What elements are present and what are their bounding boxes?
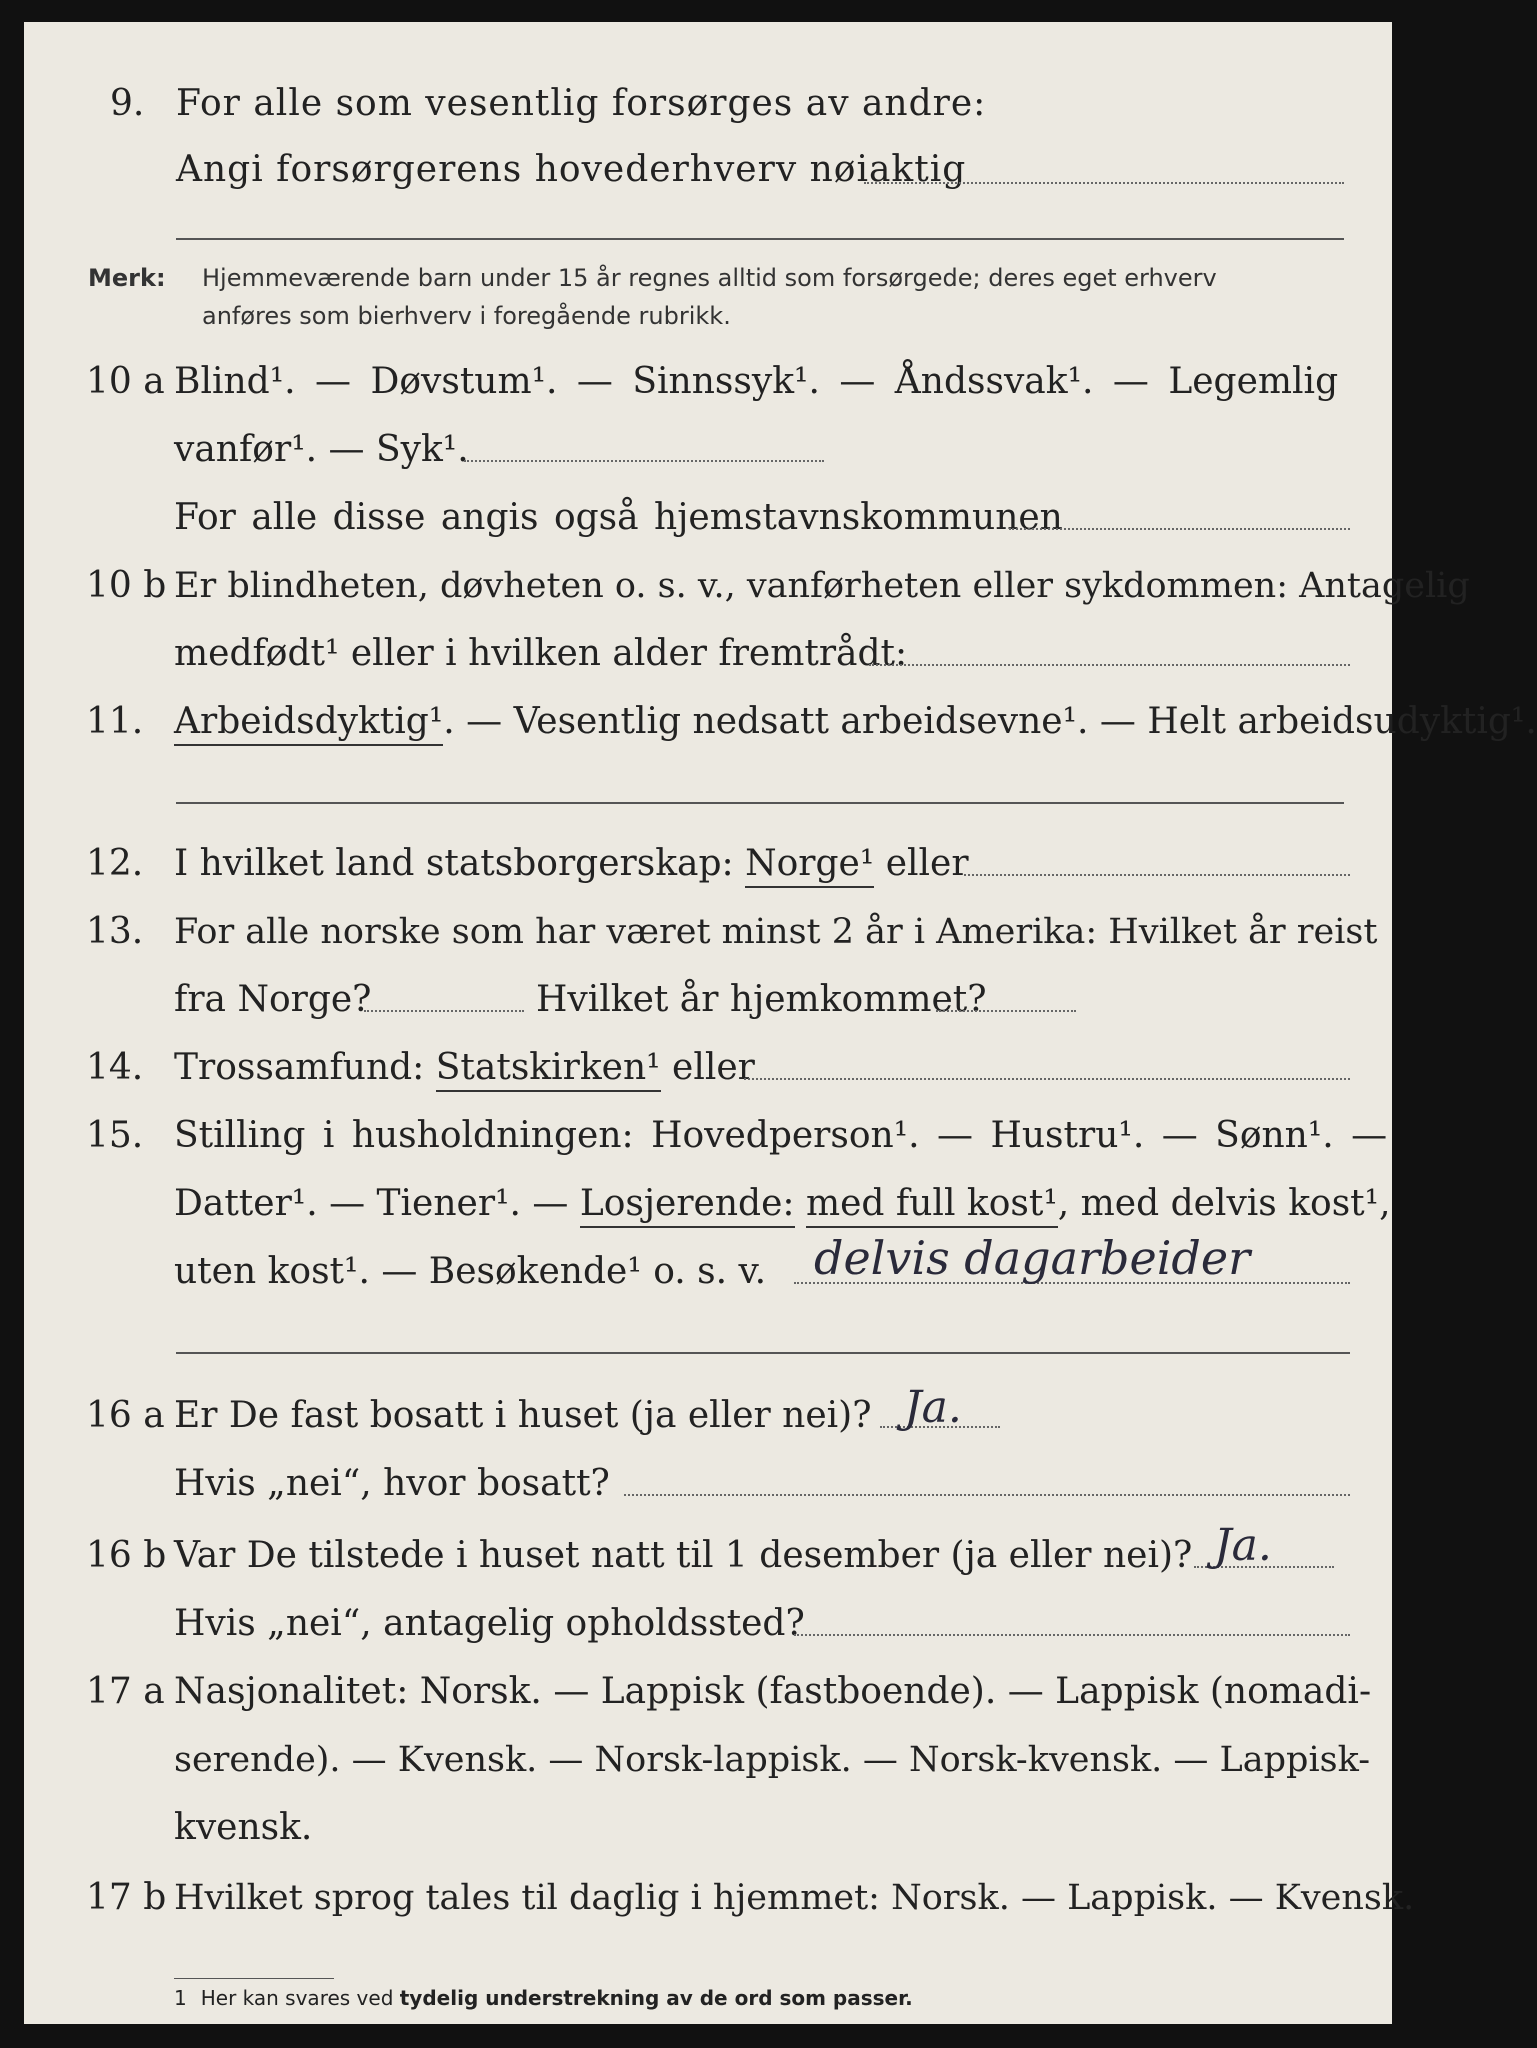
merk-label: Merk: bbox=[88, 264, 166, 292]
q15-line2 bbox=[174, 1174, 1391, 1234]
q15-space bbox=[795, 1183, 806, 1224]
q17a-line1: Nasjonalitet: Norsk. — Lappisk (fastboende). — Lappisk (nomadi- bbox=[174, 1671, 1372, 1712]
q15-row2 bbox=[24, 1174, 1392, 1234]
q10b-row bbox=[24, 556, 1470, 616]
q9-number: 9. bbox=[110, 83, 145, 124]
q12-text bbox=[174, 834, 969, 894]
q12-number: 12. bbox=[86, 843, 144, 884]
q10a-line2: vanfør¹. — Syk¹. bbox=[174, 429, 469, 470]
q14-row bbox=[24, 1038, 1392, 1098]
q11-rest: . — Vesentlig nedsatt arbeidsevne¹. — Helt arbeidsudyktig¹. bbox=[443, 701, 1537, 742]
q17a-row bbox=[24, 1662, 1392, 1722]
q16b-row bbox=[24, 1520, 1392, 1586]
q16a-line1: Er De fast bosatt i huset (ja eller nei)? bbox=[174, 1395, 872, 1436]
q13-year-left-line[interactable] bbox=[364, 1010, 524, 1012]
q16b-line2: Hvis „nei“, antagelig opholdssted? bbox=[174, 1603, 805, 1644]
q11-row bbox=[24, 692, 1537, 752]
q13-year-returned-line[interactable] bbox=[936, 1010, 1076, 1012]
q10a-number: 10 a bbox=[86, 361, 165, 402]
q13-row2 bbox=[24, 970, 1392, 1030]
q16a-number: 16 a bbox=[86, 1395, 165, 1436]
footnote-mark: 1 bbox=[174, 1986, 187, 2010]
q13-row bbox=[24, 902, 1392, 962]
q16a-handwritten-answer: Ja. bbox=[904, 1382, 962, 1433]
q9-row bbox=[24, 74, 1392, 134]
q14-post: eller bbox=[660, 1047, 755, 1088]
q17b-line1: Hvilket sprog tales til daglig i hjemmet: Norsk. — Lappisk. — Kvensk. bbox=[174, 1878, 1415, 1918]
footnote bbox=[174, 1986, 913, 2010]
q17a-number: 17 a bbox=[86, 1671, 165, 1712]
q12-pre: I hvilket land statsborgerskap: bbox=[174, 843, 746, 884]
q10b-answer-line[interactable] bbox=[869, 664, 1350, 666]
q11-text bbox=[174, 692, 1537, 752]
q9-row2 bbox=[24, 140, 1392, 200]
q9-answer-line[interactable] bbox=[864, 182, 1344, 184]
q9-answer-rule bbox=[176, 238, 1344, 240]
q14-underlined-answer: Statskirken¹ bbox=[436, 1047, 661, 1092]
q12-post: eller bbox=[874, 843, 969, 884]
q16b-handwritten-answer: Ja. bbox=[1214, 1520, 1272, 1571]
q10b-line1: Er blindheten, døvheten o. s. v., vanførheten eller sykdommen: Antagelig bbox=[174, 566, 1470, 606]
census-form-page bbox=[24, 22, 1537, 2024]
q12-answer-line[interactable] bbox=[964, 874, 1350, 876]
q15-row bbox=[24, 1106, 1392, 1166]
q16a-line2: Hvis „nei“, hvor bosatt? bbox=[174, 1463, 610, 1504]
q14-text bbox=[174, 1038, 755, 1098]
q10a-answer-line[interactable] bbox=[464, 460, 824, 462]
q16a-where-line[interactable] bbox=[624, 1494, 1350, 1496]
merk-line2: anføres som bierhverv i foregående rubrikk. bbox=[202, 302, 731, 330]
merk-line1: Hjemmeværende barn under 15 år regnes alltid som forsørgede; deres eget erhverv bbox=[202, 264, 1217, 292]
q17a-line3: kvensk. bbox=[174, 1807, 313, 1848]
q9-line2: Angi forsørgerens hovederhverv nøiaktig bbox=[176, 149, 967, 190]
q16b-number: 16 b bbox=[86, 1535, 167, 1576]
q14-pre: Trossamfund: bbox=[174, 1047, 436, 1088]
q15-row3 bbox=[24, 1231, 1392, 1302]
q11-rule bbox=[176, 802, 1344, 804]
q15-underlined-losjerende: Losjerende: bbox=[580, 1183, 795, 1228]
q17a-row3 bbox=[24, 1798, 1392, 1858]
q17b-row bbox=[24, 1868, 1415, 1928]
q10a-row3 bbox=[24, 488, 1392, 548]
q15-line1: Stilling i husholdningen: Hovedperson¹. — Hustru¹. — Sønn¹. — bbox=[174, 1115, 1388, 1156]
q11-number: 11. bbox=[86, 701, 144, 742]
q10a-kommune-line[interactable] bbox=[1009, 528, 1350, 530]
footnote-text: Her kan svares ved bbox=[200, 1986, 400, 2010]
q14-answer-line[interactable] bbox=[744, 1078, 1350, 1080]
q12-underlined-answer: Norge¹ bbox=[745, 843, 874, 888]
q15-line3: uten kost¹. — Besøkende¹ o. s. v. bbox=[174, 1251, 767, 1292]
q17a-row2 bbox=[24, 1730, 1392, 1790]
q10b-number: 10 b bbox=[86, 565, 167, 606]
q13-line2b: Hvilket år hjemkommet? bbox=[536, 979, 987, 1020]
footnote-bold: tydelig understrekning av de ord som passer. bbox=[399, 1986, 913, 2010]
q13-line1: For alle norske som har været minst 2 år i Amerika: Hvilket år reist bbox=[174, 912, 1378, 952]
q10a-line3: For alle disse angis også hjemstavnskommunen bbox=[174, 497, 1063, 538]
q15-rule bbox=[176, 1352, 1350, 1354]
q16b-where-line[interactable] bbox=[794, 1634, 1350, 1636]
q16b-row2 bbox=[24, 1594, 1392, 1654]
q10b-row2 bbox=[24, 624, 1392, 684]
q15-line2a: Datter¹. — Tiener¹. — bbox=[174, 1183, 580, 1224]
q17a-line2: serende). — Kvensk. — Norsk-lappisk. — Norsk-kvensk. — Lappisk- bbox=[174, 1740, 1371, 1780]
q14-number: 14. bbox=[86, 1047, 144, 1088]
footnote-rule bbox=[174, 1978, 334, 1979]
q15-handwritten-answer: delvis dagarbeider bbox=[814, 1231, 1251, 1285]
q16a-row bbox=[24, 1382, 1392, 1446]
q13-line2a: fra Norge? bbox=[174, 979, 372, 1020]
q15-line2b: , med delvis kost¹, bbox=[1057, 1183, 1391, 1224]
q13-number: 13. bbox=[86, 911, 144, 952]
q9-line1: For alle som vesentlig forsørges av andre: bbox=[176, 83, 987, 124]
q10a-row bbox=[24, 352, 1392, 412]
q16b-line1: Var De tilstede i huset natt til 1 desember (ja eller nei)? bbox=[174, 1535, 1193, 1576]
q15-number: 15. bbox=[86, 1115, 144, 1156]
q10b-line2: medfødt¹ eller i hvilken alder fremtrådt: bbox=[174, 633, 908, 674]
q11-underlined-answer: Arbeidsdyktig¹ bbox=[174, 701, 443, 746]
q12-row bbox=[24, 834, 1392, 894]
q16a-row2 bbox=[24, 1454, 1392, 1514]
q17b-number: 17 b bbox=[86, 1877, 167, 1918]
q10a-row2 bbox=[24, 420, 1392, 480]
q10a-line1: Blind¹. — Døvstum¹. — Sinnssyk¹. — Åndssvak¹. — Legemlig bbox=[174, 361, 1339, 402]
q15-underlined-full-kost: med full kost¹ bbox=[806, 1183, 1058, 1228]
